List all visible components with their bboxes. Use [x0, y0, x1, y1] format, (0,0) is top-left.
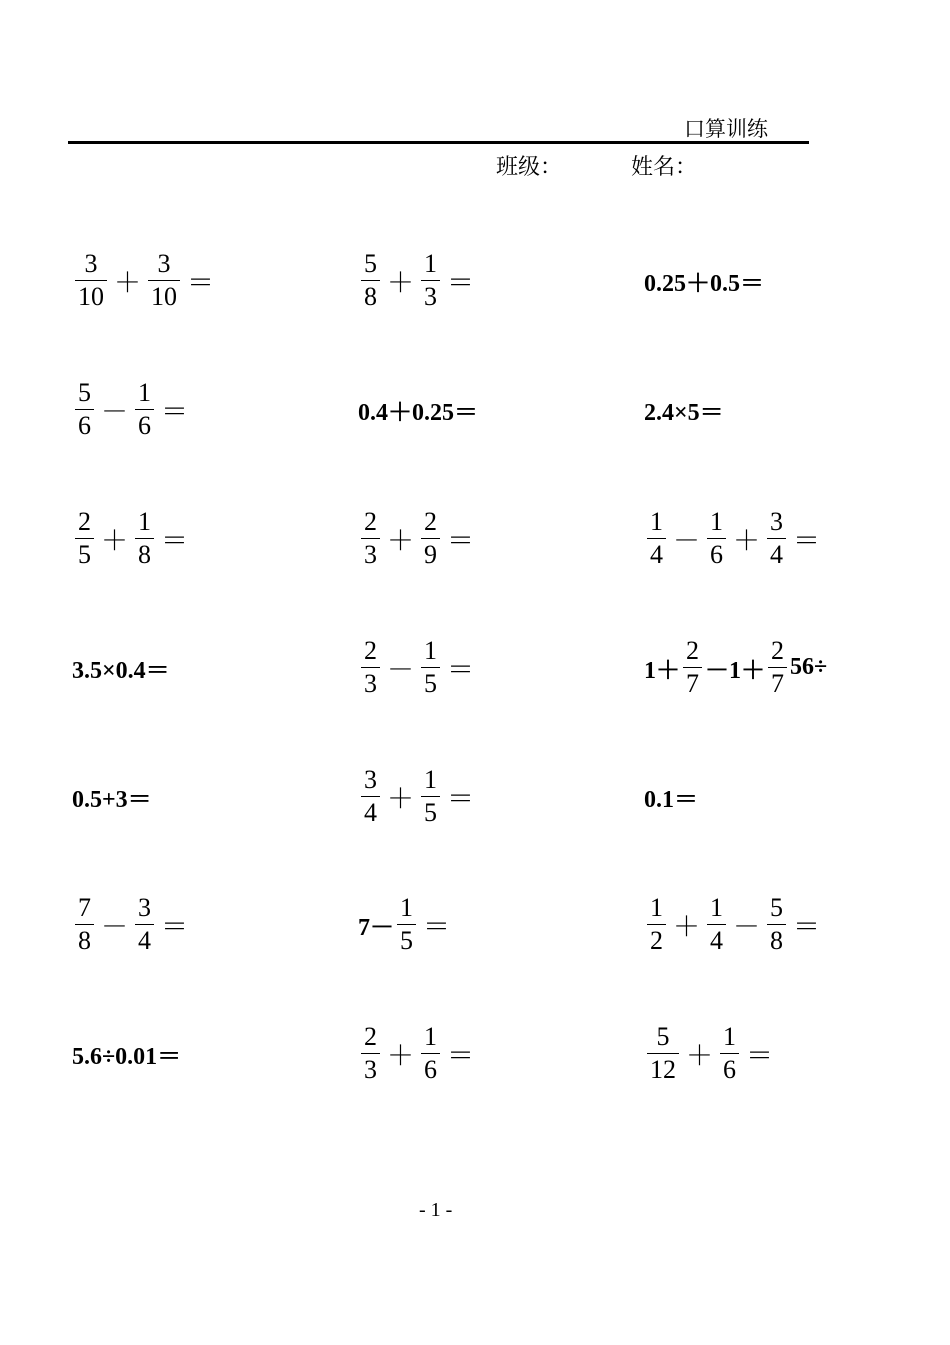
problem-r6c1: [72, 884, 192, 964]
denominator: 6: [75, 409, 94, 439]
denominator: 8: [75, 924, 94, 954]
numerator: 1: [138, 377, 151, 407]
numerator: 1: [710, 506, 723, 536]
fraction: [75, 892, 94, 955]
problem-r7c3: [644, 1013, 777, 1093]
expression-text: 1＋: [644, 657, 680, 684]
operator: －: [733, 911, 760, 942]
problem-r3c2: [358, 498, 478, 578]
operator: ＋: [733, 525, 760, 556]
denominator: 5: [421, 796, 440, 826]
expression-text: 2.4×5＝: [644, 399, 724, 426]
operator: ＝: [423, 911, 450, 942]
fraction: [361, 1021, 380, 1084]
fraction: [647, 506, 666, 569]
fraction: [720, 1021, 739, 1084]
fraction: [361, 248, 380, 311]
numerator: 2: [771, 635, 784, 665]
class-label: 班级：: [496, 154, 563, 179]
fraction: [707, 506, 726, 569]
fraction: [683, 635, 702, 698]
header-rule: [68, 141, 809, 144]
fraction: [767, 506, 786, 569]
operator: ＝: [161, 911, 188, 942]
numerator: 2: [364, 635, 377, 665]
operator: ＋: [387, 783, 414, 814]
problem-r5c3: [644, 756, 698, 836]
numerator: 1: [400, 892, 413, 922]
fraction: [768, 635, 787, 698]
numerator: 2: [364, 1021, 377, 1051]
expression-text: 3.5×0.4＝: [72, 657, 170, 684]
operator: ＝: [447, 654, 474, 685]
problem-r6c2: [358, 884, 454, 964]
denominator: 3: [361, 1053, 380, 1083]
problem-r2c2: [358, 369, 478, 449]
expression-text: 0.5+3＝: [72, 786, 152, 813]
operator: ＋: [101, 525, 128, 556]
numerator: 2: [78, 506, 91, 536]
fraction: [647, 1021, 679, 1084]
numerator: 1: [424, 635, 437, 665]
problem-r4c3: [644, 627, 827, 707]
denominator: 3: [421, 280, 440, 310]
operator: ＋: [673, 911, 700, 942]
numerator: 1: [650, 892, 663, 922]
fraction: [361, 635, 380, 698]
fraction: [361, 506, 380, 569]
operator: ＝: [161, 396, 188, 427]
numerator: 2: [686, 635, 699, 665]
expression-text: 0.25＋0.5＝: [644, 270, 764, 297]
fraction: [767, 892, 786, 955]
denominator: 5: [421, 667, 440, 697]
denominator: 5: [75, 538, 94, 568]
worksheet-title: 口算训练: [684, 117, 768, 141]
denominator: 8: [135, 538, 154, 568]
operator: ＋: [387, 1040, 414, 1071]
denominator: 4: [135, 924, 154, 954]
numerator: 5: [78, 377, 91, 407]
numerator: 2: [364, 506, 377, 536]
operator: ＝: [447, 1040, 474, 1071]
numerator: 3: [84, 248, 98, 278]
problem-r5c1: [72, 756, 152, 836]
operator: ＝: [793, 911, 820, 942]
numerator: 3: [770, 506, 783, 536]
expression-text: 5.6÷0.01＝: [72, 1043, 182, 1070]
expression-text: 0.1＝: [644, 786, 698, 813]
expression-text: 56÷: [790, 653, 828, 680]
denominator: 7: [683, 667, 702, 697]
numerator: 1: [723, 1021, 736, 1051]
fraction: [707, 892, 726, 955]
operator: ＝: [447, 267, 474, 298]
numerator: 1: [710, 892, 723, 922]
fraction: [135, 892, 154, 955]
operator: ＝: [447, 525, 474, 556]
denominator: 4: [647, 538, 666, 568]
problem-r1c3: [644, 240, 764, 320]
problem-r4c2: [358, 627, 478, 707]
fraction: [421, 248, 440, 311]
expression-text: －1＋: [705, 657, 765, 684]
operator: ＝: [161, 525, 188, 556]
problem-r2c3: [644, 369, 724, 449]
problem-r3c1: [72, 498, 192, 578]
operator: ＋: [387, 267, 414, 298]
denominator: 6: [421, 1053, 440, 1083]
denominator: 12: [647, 1053, 679, 1083]
problem-r7c2: [358, 1013, 478, 1093]
page-number: - 1 -: [419, 1199, 453, 1221]
operator: －: [101, 911, 128, 942]
numerator: 3: [138, 892, 151, 922]
problem-r7c1: [72, 1013, 181, 1093]
numerator: 1: [424, 764, 437, 794]
problem-r1c2: [358, 240, 478, 320]
numerator: 3: [157, 248, 171, 278]
fraction: [361, 764, 380, 827]
fraction: [397, 892, 416, 955]
problem-r5c2: [358, 756, 478, 836]
denominator: 8: [361, 280, 380, 310]
expression-text: 7－: [358, 914, 394, 941]
operator: ＋: [114, 267, 141, 298]
denominator: 5: [397, 924, 416, 954]
fraction: [75, 248, 107, 311]
numerator: 5: [770, 892, 783, 922]
operator: ＋: [387, 525, 414, 556]
numerator: 2: [424, 506, 437, 536]
fraction: [75, 377, 94, 440]
numerator: 1: [424, 1021, 437, 1051]
problem-r6c3: [644, 884, 824, 964]
operator: ＝: [187, 267, 214, 298]
fraction: [647, 892, 666, 955]
operator: ＝: [746, 1040, 773, 1071]
denominator: 10: [148, 280, 180, 310]
fraction: [421, 506, 440, 569]
problem-r2c1: [72, 369, 192, 449]
denominator: 7: [768, 667, 787, 697]
denominator: 10: [75, 280, 107, 310]
problem-r1c1: [72, 240, 218, 320]
denominator: 4: [361, 796, 380, 826]
operator: ＋: [686, 1040, 713, 1071]
denominator: 2: [647, 924, 666, 954]
fraction: [75, 506, 94, 569]
fraction: [421, 1021, 440, 1084]
denominator: 3: [361, 667, 380, 697]
denominator: 9: [421, 538, 440, 568]
operator: －: [673, 525, 700, 556]
numerator: 3: [364, 764, 377, 794]
numerator: 7: [78, 892, 91, 922]
fraction: [135, 506, 154, 569]
denominator: 3: [361, 538, 380, 568]
fraction: [135, 377, 154, 440]
operator: ＝: [793, 525, 820, 556]
operator: －: [387, 654, 414, 685]
denominator: 4: [707, 924, 726, 954]
numerator: 5: [364, 248, 377, 278]
problem-r3c3: [644, 498, 824, 578]
denominator: 4: [767, 538, 786, 568]
denominator: 6: [720, 1053, 739, 1083]
denominator: 6: [707, 538, 726, 568]
denominator: 6: [135, 409, 154, 439]
operator: －: [101, 396, 128, 427]
expression-text: 0.4＋0.25＝: [358, 399, 478, 426]
problem-r4c1: [72, 627, 170, 707]
fraction: [421, 635, 440, 698]
numerator: 5: [656, 1021, 670, 1051]
name-label: 姓名：: [631, 154, 698, 179]
numerator: 1: [424, 248, 437, 278]
numerator: 1: [650, 506, 663, 536]
denominator: 8: [767, 924, 786, 954]
numerator: 1: [138, 506, 151, 536]
operator: ＝: [447, 783, 474, 814]
fraction: [421, 764, 440, 827]
fraction: [148, 248, 180, 311]
